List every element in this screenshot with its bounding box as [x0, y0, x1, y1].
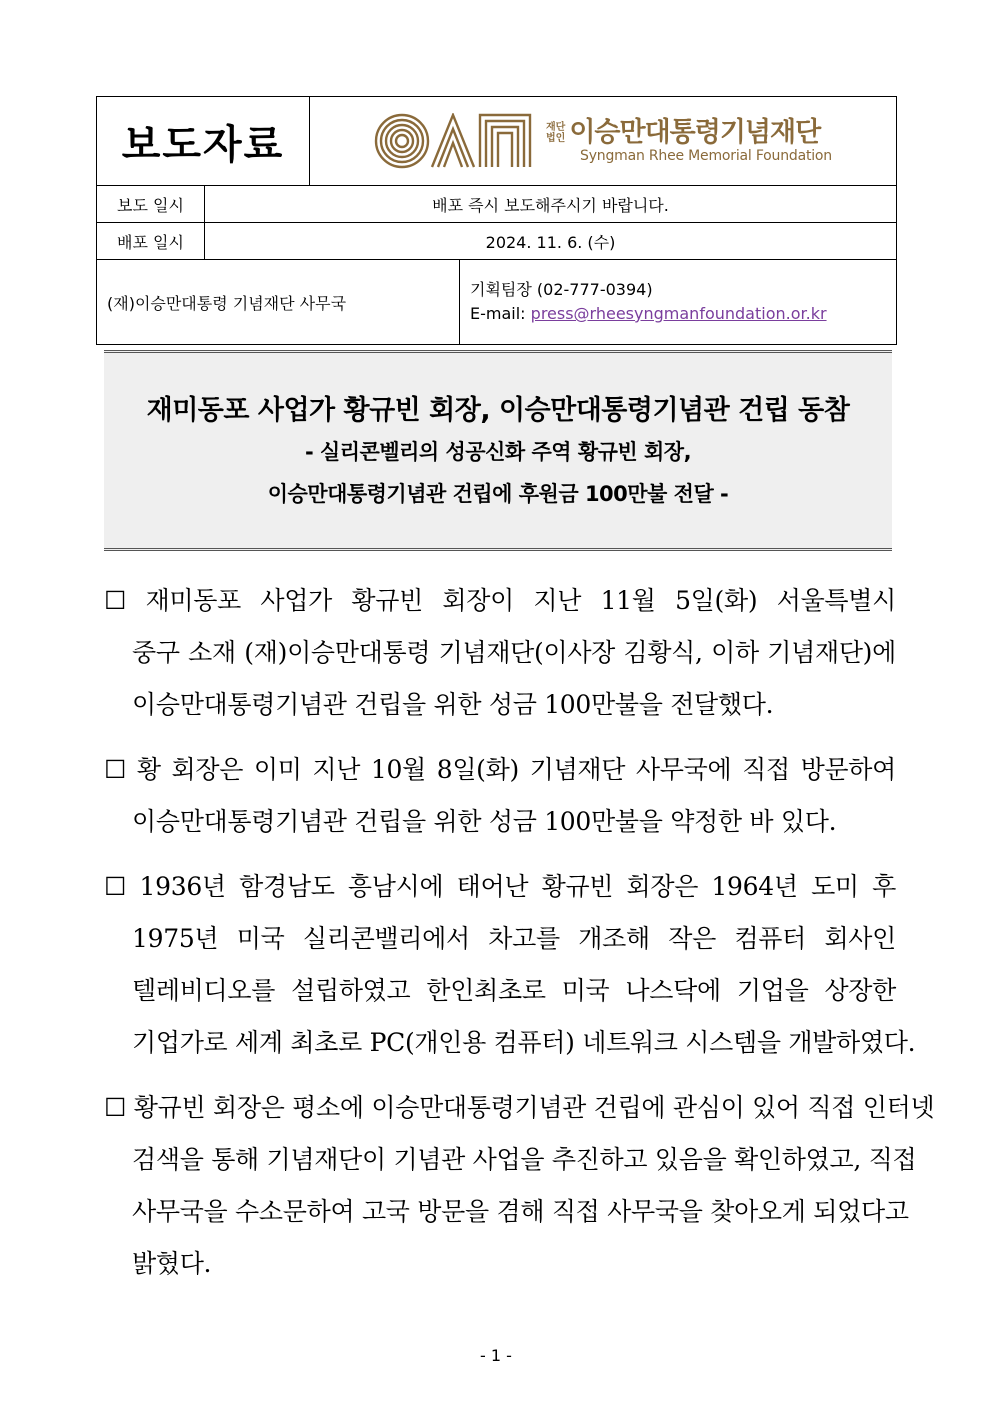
paragraph-line: 이승만대통령기념관 건립을 위한 성금 100만불을 전달했다.: [132, 690, 774, 719]
paragraph-line: ☐ 재미동포 사업가 황규빈 회장이 지난 11월 5일(화) 서울특별시: [104, 586, 896, 615]
headline-main: 재미동포 사업가 황규빈 회장, 이승만대통령기념관 건립 동참: [146, 395, 850, 426]
release-date-value: 배포 즉시 보도해주시기 바랍니다.: [205, 186, 897, 223]
paragraph-line: 중구 소재 (재)이승만대통령 기념재단(이사장 김황식, 이하 기념재단)에: [132, 638, 896, 667]
press-header-table: [96, 96, 897, 345]
paragraph-line: 사무국을 수소문하여 고국 방문을 겸해 직접 사무국을 찾아오게 되었다고: [132, 1197, 909, 1226]
paragraph-line: 이승만대통령기념관 건립을 위한 성금 100만불을 약정한 바 있다.: [132, 807, 837, 836]
email-label: E-mail:: [470, 304, 526, 323]
paragraph-line: 밝혔다.: [132, 1249, 212, 1278]
release-date-label: 보도 일시: [97, 186, 205, 223]
checkbox-bullet-icon: ☐: [104, 755, 127, 784]
paragraph-1: [104, 575, 896, 731]
checkbox-bullet-icon: ☐: [104, 1093, 127, 1122]
foundation-logo: [310, 97, 897, 186]
contact-details: [460, 260, 897, 345]
paragraph-4: [104, 1082, 935, 1290]
checkbox-bullet-icon: ☐: [104, 586, 127, 615]
contact-team: 기획팀장 (02-777-0394): [470, 280, 653, 299]
logo-name-english: Syngman Rhee Memorial Foundation: [580, 147, 832, 164]
paragraph-line: 기업가로 세계 최초로 PC(개인용 컴퓨터) 네트워크 시스템을 개발하였다.: [132, 1028, 916, 1057]
headline-box: [104, 350, 892, 551]
foundation-emblem-icon: [374, 113, 532, 169]
paragraph-3: [104, 861, 916, 1069]
paragraph-line: ☐ 1936년 함경남도 흥남시에 태어난 황규빈 회장은 1964년 도미 후: [104, 872, 896, 901]
contact-email-line: [470, 302, 896, 326]
logo-small-top: 재단: [546, 121, 566, 133]
contact-organization: (재)이승만대통령 기념재단 사무국: [97, 260, 460, 345]
distribution-date-value: 2024. 11. 6. (수): [205, 223, 897, 260]
logo-name-korean: 이승만대통령기념재단: [569, 116, 821, 148]
headline-sub-2: 이승만대통령기념관 건립에 후원금 100만불 전달 -: [267, 482, 729, 506]
checkbox-bullet-icon: ☐: [104, 872, 127, 901]
paragraph-2: [104, 744, 896, 848]
paragraph-line: ☐ 황규빈 회장은 평소에 이승만대통령기념관 건립에 관심이 있어 직접 인터넷: [104, 1093, 935, 1122]
press-body: [104, 575, 935, 1303]
page-number: - 1 -: [480, 1346, 512, 1365]
distribution-date-label: 배포 일시: [97, 223, 205, 260]
press-release-title: 보도자료: [97, 97, 310, 186]
headline-sub-1: - 실리콘벨리의 성공신화 주역 황규빈 회장,: [304, 440, 692, 464]
paragraph-line: 1975년 미국 실리콘밸리에서 차고를 개조해 작은 컴퓨터 회사인: [132, 924, 896, 953]
logo-small-bottom: 법인: [546, 132, 566, 144]
paragraph-line: 검색을 통해 기념재단이 기념관 사업을 추진하고 있음을 확인하였고, 직접: [132, 1145, 917, 1174]
paragraph-line: 텔레비디오를 설립하였고 한인최초로 미국 나스닥에 기업을 상장한: [132, 976, 896, 1005]
paragraph-line: ☐ 황 회장은 이미 지난 10월 8일(화) 기념재단 사무국에 직접 방문하여: [104, 755, 896, 784]
email-link[interactable]: press@rheesyngmanfoundation.or.kr: [530, 304, 827, 323]
